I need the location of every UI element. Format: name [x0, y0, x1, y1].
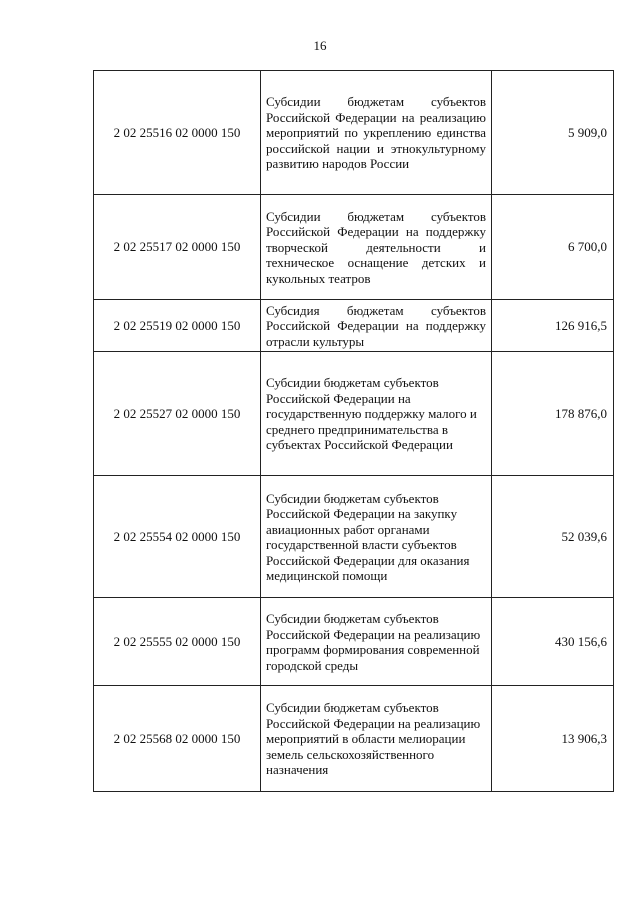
table-row — [94, 71, 614, 195]
revenue-description-cell: Субсидии бюджетам субъектов Российской Федерации на реализацию мероприятий по укреплению единства российской нации и этнокультурному развитию народов России — [261, 71, 492, 195]
table-row — [94, 352, 614, 476]
revenue-amount-cell: 178 876,0 — [492, 352, 614, 476]
revenue-code-cell: 2 02 25555 02 0000 150 — [94, 598, 261, 686]
revenue-description-cell: Субсидии бюджетам субъектов Российской Федерации на реализацию программ формирования современной городской среды — [261, 598, 492, 686]
revenue-description-cell: Субсидии бюджетам субъектов Российской Федерации на поддержку творческой деятельности и техническое оснащение детских и кукольных театров — [261, 195, 492, 300]
revenue-code-cell: 2 02 25527 02 0000 150 — [94, 352, 261, 476]
table-row — [94, 598, 614, 686]
revenue-description-cell: Субсидия бюджетам субъектов Российской Федерации на поддержку отрасли культуры — [261, 300, 492, 352]
table-row — [94, 195, 614, 300]
table-row — [94, 686, 614, 792]
page-number: 16 — [313, 38, 327, 53]
revenue-amount-cell: 5 909,0 — [492, 71, 614, 195]
revenue-description-cell: Субсидии бюджетам субъектов Российской Федерации на реализацию мероприятий в области мелиорации земель сельскохозяйственного назначения — [261, 686, 492, 792]
table-row — [94, 476, 614, 598]
revenue-amount-cell: 13 906,3 — [492, 686, 614, 792]
revenue-amount-cell: 126 916,5 — [492, 300, 614, 352]
revenue-amount-cell: 52 039,6 — [492, 476, 614, 598]
revenue-code-cell: 2 02 25516 02 0000 150 — [94, 71, 261, 195]
revenue-code-cell: 2 02 25554 02 0000 150 — [94, 476, 261, 598]
budget-revenue-table — [93, 70, 614, 792]
revenue-amount-cell: 430 156,6 — [492, 598, 614, 686]
revenue-code-cell: 2 02 25568 02 0000 150 — [94, 686, 261, 792]
revenue-amount-cell: 6 700,0 — [492, 195, 614, 300]
table-row — [94, 300, 614, 352]
revenue-code-cell: 2 02 25519 02 0000 150 — [94, 300, 261, 352]
revenue-code-cell: 2 02 25517 02 0000 150 — [94, 195, 261, 300]
revenue-description-cell: Субсидии бюджетам субъектов Российской Федерации на государственную поддержку малого и среднего предпринимательства в субъектах Российской Федерации — [261, 352, 492, 476]
revenue-description-cell: Субсидии бюджетам субъектов Российской Федерации на закупку авиационных работ органами государственной власти субъектов Российской Федерации для оказания медицинской помощи — [261, 476, 492, 598]
